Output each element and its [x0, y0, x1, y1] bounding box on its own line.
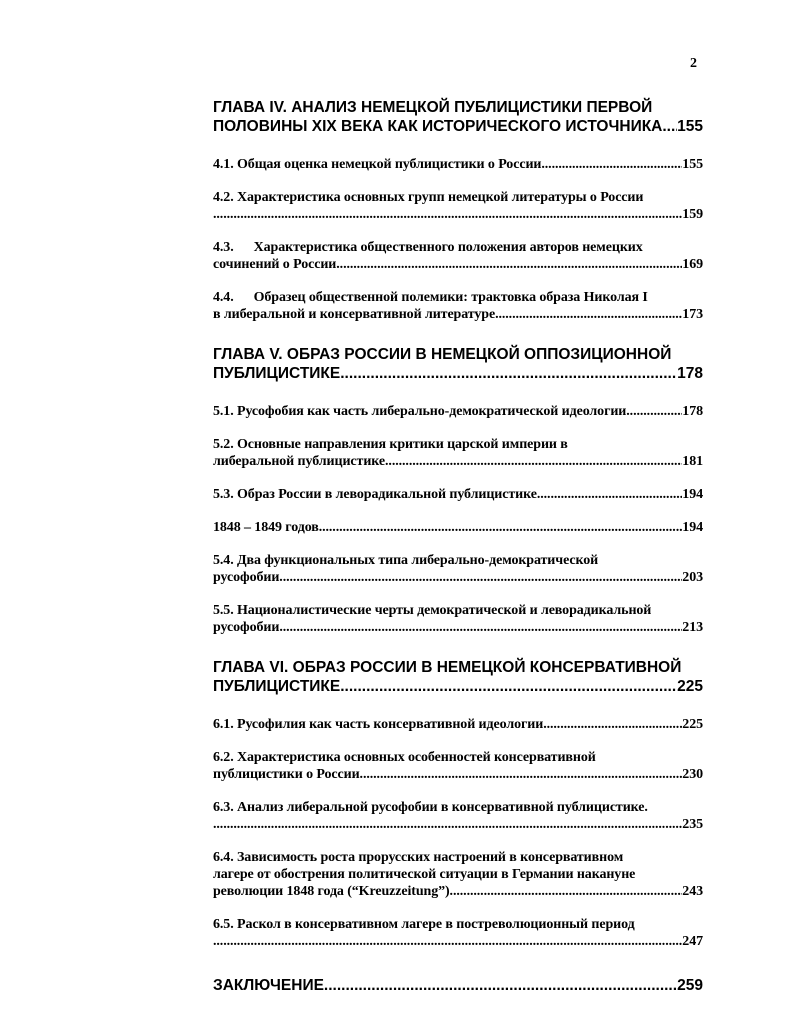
toc-page-number: 203	[682, 570, 703, 585]
dot-leader	[324, 976, 677, 995]
toc-entry-line	[213, 239, 703, 256]
toc-page-number: 213	[682, 620, 703, 635]
toc-section-entry	[213, 552, 703, 586]
toc-entry-title: русофобии.	[213, 570, 283, 585]
toc-entry-title: ГЛАВА IV. АНАЛИЗ НЕМЕЦКОЙ ПУБЛИЦИСТИКИ ПЕРВОЙ	[213, 99, 653, 116]
toc-entry-line	[213, 403, 703, 420]
toc-page-number: 225	[682, 717, 703, 732]
toc-entry-line	[213, 766, 703, 783]
toc-section-entry	[213, 189, 703, 223]
toc-section-entry	[213, 602, 703, 636]
toc-entry-title: 6.3. Анализ либеральной русофобии в консервативной публицистике.	[213, 800, 648, 815]
toc-section-entry	[213, 403, 703, 420]
dot-leader	[345, 364, 678, 383]
toc-entry-line	[213, 156, 703, 173]
toc-section-entry	[213, 716, 703, 733]
toc-entry-line	[213, 866, 703, 883]
toc-entry-title: ЗАКЛЮЧЕНИЕ	[213, 977, 324, 994]
toc-entry-title: 5.3. Образ России в леворадикальной публицистике	[213, 487, 537, 502]
toc-entry-title: 4.1. Общая оценка немецкой публицистики о России.	[213, 157, 545, 172]
toc-page-number: 247	[682, 934, 703, 949]
toc-page-number: 243	[682, 884, 703, 899]
toc-section-entry	[213, 916, 703, 950]
toc-entry-title: публицистики о России	[213, 767, 360, 782]
toc-page-number: 178	[677, 365, 703, 382]
toc-page-number: 235	[682, 817, 703, 832]
toc-section-entry	[213, 849, 703, 900]
toc-chapter-entry	[213, 345, 703, 383]
toc-section-entry	[213, 486, 703, 503]
toc-page-number: 259	[677, 977, 703, 994]
toc-entry-line	[213, 619, 703, 636]
toc-entry-line	[213, 117, 703, 136]
toc-page-number: 173	[682, 307, 703, 322]
toc-entry-line	[213, 976, 703, 995]
toc-entry-title: 5.1. Русофобия как часть либерально-демократической идеологии.	[213, 404, 630, 419]
toc-entry-title: ГЛАВА VI. ОБРАЗ РОССИИ В НЕМЕЦКОЙ КОНСЕРВАТИВНОЙ	[213, 659, 682, 676]
toc-entry-title: 6.2. Характеристика основных особенностей консервативной	[213, 750, 596, 765]
toc-entry-line	[213, 486, 703, 503]
toc-entry-title: 6.5. Раскол в консервативном лагере в постреволюционный период	[213, 917, 635, 932]
toc-entry-line	[213, 453, 703, 470]
toc-page-number: 230	[682, 767, 703, 782]
toc-section-entry	[213, 519, 703, 536]
toc-entry-line	[213, 519, 703, 536]
toc-entry-line	[213, 206, 703, 223]
toc-entry-line	[213, 849, 703, 866]
toc-entry-title: 5.5. Националистические черты демократической и леворадикальной	[213, 603, 652, 618]
toc-entry-line	[213, 289, 703, 306]
toc-page-number: 169	[682, 257, 703, 272]
toc-entry-line	[213, 658, 703, 677]
toc-entry-title: 6.4. Зависимость роста прорусских настроений в консервативном	[213, 850, 624, 865]
dot-leader	[545, 156, 683, 173]
toc-chapter-entry	[213, 98, 703, 136]
toc-entry-title: Образец общественной полемики: трактовка образа Николая I	[253, 290, 648, 305]
toc-entry-title: ГЛАВА V. ОБРАЗ РОССИИ В НЕМЕЦКОЙ ОППОЗИЦИОННОЙ	[213, 346, 672, 363]
toc-section-entry	[213, 289, 703, 323]
dot-leader	[360, 766, 683, 783]
dot-leader	[213, 206, 682, 223]
toc-entry-line	[213, 933, 703, 950]
toc-entry-title: ПУБЛИЦИСТИКЕ	[213, 678, 341, 695]
toc-page-number: 178	[682, 404, 703, 419]
dot-leader	[498, 306, 682, 323]
toc-page-number: 155	[677, 118, 703, 135]
toc-section-entry	[213, 156, 703, 173]
toc-entry-title: лагере от обострения политической ситуации в Германии накануне	[213, 867, 636, 882]
dot-leader	[537, 486, 682, 503]
toc-entry-line	[213, 749, 703, 766]
toc-entry-number: 4.4.	[213, 290, 234, 305]
toc-section-entry	[213, 799, 703, 833]
page-number: 2	[690, 56, 697, 71]
toc-entry-line	[213, 552, 703, 569]
dot-leader	[662, 117, 677, 136]
toc-entry-title: либеральной публицистике	[213, 454, 386, 469]
dot-leader	[336, 256, 682, 273]
toc-entry-title: сочинений о России	[213, 257, 337, 272]
toc-entry-title: русофобии	[213, 620, 280, 635]
toc-entry-title: революции 1848 года (“Kreuzzeitung”).	[213, 884, 453, 899]
toc-entry-line	[213, 716, 703, 733]
toc-entry-line	[213, 677, 703, 696]
dot-leader	[385, 453, 682, 470]
toc-entry-title: ПОЛОВИНЫ XIX ВЕКА КАК ИСТОРИЧЕСКОГО ИСТОЧНИКА	[213, 118, 663, 135]
toc-entry-line	[213, 256, 703, 273]
dot-leader	[340, 677, 677, 696]
toc-chapter-entry	[213, 976, 703, 995]
toc-entry-line	[213, 916, 703, 933]
toc-entry-line	[213, 345, 703, 364]
dot-leader	[213, 933, 682, 950]
toc-entry-title: 1848 – 1849 годов.	[213, 520, 323, 535]
toc-entry-line	[213, 436, 703, 453]
toc-entry-line	[213, 816, 703, 833]
toc-page-number: 194	[682, 520, 703, 535]
toc-section-entry	[213, 239, 703, 273]
dot-leader	[453, 883, 682, 900]
toc-entry-number: 4.3.	[213, 240, 234, 255]
toc-entry-title: 5.4. Два функциональных типа либерально-демократической	[213, 553, 599, 568]
toc-page-number: 181	[682, 454, 703, 469]
toc-entry-line	[213, 98, 703, 117]
dot-leader	[543, 716, 682, 733]
toc-entry-title: Характеристика общественного положения авторов немецких	[253, 240, 643, 255]
toc-entry-title: 5.2. Основные направления критики царской империи в	[213, 437, 568, 452]
toc-entry-line	[213, 189, 703, 206]
toc-entry-line	[213, 799, 703, 816]
toc-entry-line	[213, 883, 703, 900]
toc-page-number: 155	[682, 157, 703, 172]
toc-chapter-entry	[213, 658, 703, 696]
toc-page-number: 225	[677, 678, 703, 695]
toc-entry-title: 6.1. Русофилия как часть консервативной идеологии	[213, 717, 544, 732]
toc-entry-line	[213, 602, 703, 619]
table-of-contents	[213, 98, 703, 995]
dot-leader	[630, 403, 683, 420]
toc-entry-title: 4.2. Характеристика основных групп немецкой литературы о России	[213, 190, 644, 205]
dot-leader	[213, 816, 682, 833]
dot-leader	[279, 619, 682, 636]
toc-entry-line	[213, 364, 703, 383]
toc-section-entry	[213, 749, 703, 783]
toc-entry-title: ПУБЛИЦИСТИКЕ.	[213, 365, 345, 382]
toc-entry-line	[213, 569, 703, 586]
toc-page-number: 159	[682, 207, 703, 222]
toc-entry-title: в либеральной и консервативной литературе.	[213, 307, 499, 322]
toc-page-number: 194	[682, 487, 703, 502]
toc-section-entry	[213, 436, 703, 470]
dot-leader	[322, 519, 682, 536]
toc-entry-line	[213, 306, 703, 323]
dot-leader	[283, 569, 683, 586]
